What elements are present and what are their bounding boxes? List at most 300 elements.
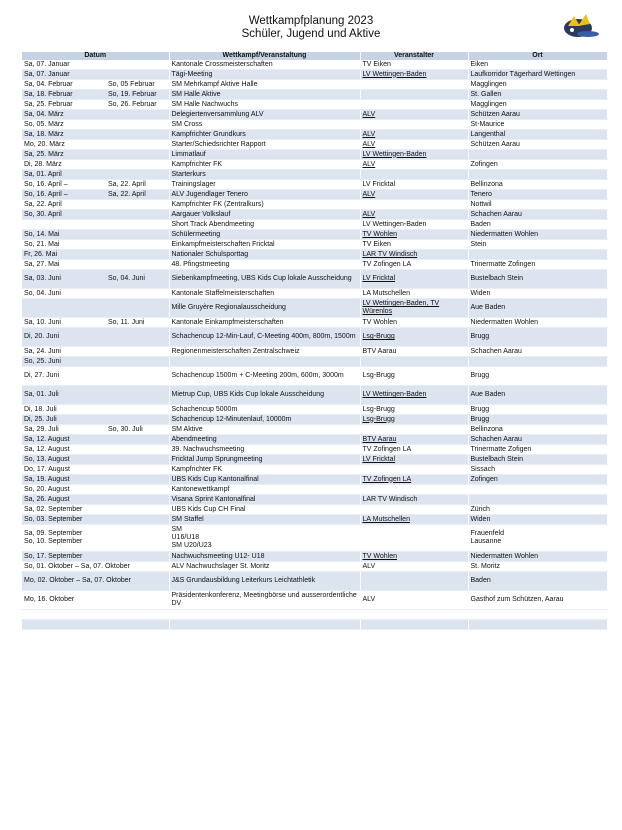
date-start: Mo, 20. März: [24, 140, 65, 148]
cell-date: [22, 250, 169, 260]
empty-cell: [360, 620, 468, 630]
cell-date: [22, 347, 169, 357]
empty-cell: [468, 610, 607, 620]
table-row: [22, 572, 607, 591]
cell-date: [22, 425, 169, 435]
cell-location: [468, 150, 607, 160]
cell-organizer: [360, 591, 468, 610]
date-start: Sa, 22. April: [24, 200, 62, 208]
cell-event: SM Cross: [169, 120, 360, 130]
cell-event: Kampfrichter FK (Zentralkurs): [169, 200, 360, 210]
cell-event: ALV Nachwuchslager St. Moritz: [169, 562, 360, 572]
cell-location: Trinermatte Zofingen: [468, 260, 607, 270]
cell-organizer: [360, 110, 468, 120]
organizer-link[interactable]: LAR TV Windisch: [362, 250, 418, 258]
organizer-text: TV Zofingen LA: [362, 260, 412, 268]
cell-location: Baden: [468, 220, 607, 230]
cell-organizer: [360, 505, 468, 515]
cell-location: Aue Baden: [468, 299, 607, 318]
cell-organizer: [360, 465, 468, 475]
date-start: Sa, 01. Juli: [24, 391, 59, 398]
cell-date: [22, 318, 169, 328]
cell-organizer: [360, 140, 468, 150]
organizer-link[interactable]: TV Wohlen: [362, 230, 397, 238]
cell-event: Limmatlauf: [169, 150, 360, 160]
date-start: Sa, 18. März: [24, 130, 64, 138]
cell-organizer: [360, 357, 468, 367]
cell-organizer: [360, 425, 468, 435]
date-start: So, 04. Juni: [24, 289, 61, 297]
date-start: Sa, 25. März: [24, 150, 64, 158]
date-start: Di, 18. Juli: [24, 405, 57, 413]
empty-cell: [169, 610, 360, 620]
organizer-text: Lsg-Brugg: [362, 372, 395, 379]
table-row: [22, 270, 607, 289]
date-start: So, 03. September: [24, 515, 83, 523]
cell-location: Zofingen: [468, 160, 607, 170]
organizer-text: ALV: [362, 562, 376, 570]
cell-date: [22, 150, 169, 160]
empty-cell: [169, 620, 360, 630]
date-start: Sa, 07. Januar: [24, 60, 70, 68]
table-row: [22, 495, 607, 505]
page-subtitle: Schüler, Jugend und Aktive: [241, 28, 381, 40]
date-start: So, 05. März: [24, 120, 64, 128]
cell-location: Niedermatten Wohlen: [468, 552, 607, 562]
table-row: [22, 357, 607, 367]
table-row: [22, 260, 607, 270]
cell-event: Short Track Abendmeeting: [169, 220, 360, 230]
cell-date: [22, 110, 169, 120]
cell-location: Widen: [468, 515, 607, 525]
organizer-link[interactable]: LV Fricktal: [362, 275, 396, 282]
date-start: Sa, 12. August: [24, 435, 70, 443]
date-end: So, 26. Februar: [108, 100, 157, 108]
table-row: [22, 200, 607, 210]
cell-location: Schachen Aarau: [468, 347, 607, 357]
table-row: [22, 299, 607, 318]
cell-location: [468, 495, 607, 505]
table-row: [22, 240, 607, 250]
cell-location: Frauenfeld Lausanne: [468, 525, 607, 552]
table-row: [22, 562, 607, 572]
cell-location: Laufkorridor Tägerhard Wettingen: [468, 70, 607, 80]
table-row: [22, 347, 607, 357]
cell-date: [22, 562, 169, 572]
cell-event: SM Staffel: [169, 515, 360, 525]
cell-event: Kampfrichter Grundkurs: [169, 130, 360, 140]
cell-date: [22, 70, 169, 80]
cell-date: [22, 180, 169, 190]
cell-event: UBS Kids Cup Kantonalfinal: [169, 475, 360, 485]
cell-location: Magglingen: [468, 80, 607, 90]
cell-location: Trinermatte Zofigen: [468, 445, 607, 455]
cell-date: [22, 435, 169, 445]
date-start: So, 16. April –: [24, 180, 68, 188]
empty-cell: [468, 620, 607, 630]
cell-event: Fricktal Jump Sprungmeeting: [169, 455, 360, 465]
cell-location: Widen: [468, 289, 607, 299]
date-start: So, 21. Mai: [24, 240, 60, 248]
table-row: [22, 415, 607, 425]
cell-organizer: [360, 289, 468, 299]
cell-organizer: [360, 90, 468, 100]
cell-location: Bellinzona: [468, 425, 607, 435]
cell-event: SM Aktive: [169, 425, 360, 435]
cell-organizer: [360, 230, 468, 240]
cell-event: Tägi-Meeting: [169, 70, 360, 80]
table-row: [22, 465, 607, 475]
table-row: [22, 80, 607, 90]
cell-organizer: [360, 60, 468, 70]
organizer-link[interactable]: ALV: [362, 140, 376, 148]
cell-organizer: [360, 515, 468, 525]
cell-date: [22, 505, 169, 515]
table-row: [22, 552, 607, 562]
cell-event: Einkampfmeisterschaften Fricktal: [169, 240, 360, 250]
cell-date: [22, 465, 169, 475]
cell-location: Langenthal: [468, 130, 607, 140]
cell-date: [22, 367, 169, 386]
table-row: [22, 289, 607, 299]
date-start: Sa, 26. August: [24, 495, 70, 503]
cell-date: [22, 220, 169, 230]
empty-row: [22, 620, 607, 630]
table-row: [22, 150, 607, 160]
organizer-link[interactable]: Lsg-Brugg: [362, 415, 395, 423]
cell-event: Kantonewettkampf: [169, 485, 360, 495]
cell-event: Mietrup Cup, UBS Kids Cup lokale Ausscheidung: [169, 386, 360, 405]
date-start: Sa, 04. März: [24, 110, 64, 118]
cell-location: St-Maurice: [468, 120, 607, 130]
table-row: [22, 405, 607, 415]
empty-cell: [22, 610, 169, 620]
cell-date: [22, 515, 169, 525]
cell-event: SM Mehrkampf Aktive Halle: [169, 80, 360, 90]
date-end: So, 04. Juni: [108, 275, 145, 282]
empty-cell: [360, 610, 468, 620]
table-row: [22, 250, 607, 260]
organizer-text: ALV: [362, 596, 376, 603]
cell-location: [468, 485, 607, 495]
cell-organizer: [360, 299, 468, 318]
organizer-link[interactable]: ALV: [362, 160, 376, 168]
cell-location: Sissach: [468, 465, 607, 475]
cell-event: [169, 357, 360, 367]
cell-organizer: [360, 405, 468, 415]
cell-organizer: [360, 240, 468, 250]
cell-event: Kampfrichter FK: [169, 465, 360, 475]
date-start: Sa, 19. August: [24, 475, 70, 483]
date-start: Sa, 27. Mai: [24, 260, 60, 268]
organizer-text: LAR TV Windisch: [362, 495, 418, 503]
cell-organizer: [360, 328, 468, 347]
cell-location: Eiken: [468, 60, 607, 70]
cell-organizer: [360, 170, 468, 180]
cell-date: [22, 552, 169, 562]
cell-organizer: [360, 130, 468, 140]
table-row: [22, 210, 607, 220]
cell-organizer: [360, 250, 468, 260]
date-start: Sa, 09. September So, 10. September: [24, 530, 83, 545]
cell-date: [22, 415, 169, 425]
cell-date: [22, 190, 169, 200]
alv-logo: [560, 12, 600, 40]
cell-organizer: [360, 180, 468, 190]
cell-organizer: [360, 160, 468, 170]
cell-location: Niedermatten Wohlen: [468, 318, 607, 328]
table-row: [22, 455, 607, 465]
table-row: [22, 505, 607, 515]
cell-organizer: [360, 435, 468, 445]
cell-date: [22, 328, 169, 347]
cell-date: [22, 270, 169, 289]
organizer-link[interactable]: Lsg-Brugg: [362, 333, 395, 340]
cell-date: [22, 200, 169, 210]
cell-location: St. Moritz: [468, 562, 607, 572]
cell-event: Aargauer Volkslauf: [169, 210, 360, 220]
date-end: So, 30. Juli: [108, 425, 143, 433]
date-start: Mo, 02. Oktober – Sa, 07. Oktober: [24, 577, 131, 584]
cell-organizer: [360, 445, 468, 455]
cell-date: [22, 120, 169, 130]
table-row: [22, 190, 607, 200]
cell-location: [468, 357, 607, 367]
date-start: Mo, 16. Oktober: [24, 596, 75, 603]
cell-date: [22, 289, 169, 299]
table-row: [22, 386, 607, 405]
organizer-link[interactable]: LV Wettingen-Baden: [362, 70, 427, 78]
cell-event: ALV Jugendlager Tenero: [169, 190, 360, 200]
date-start: So, 20. August: [24, 485, 70, 493]
cell-event: Delegiertenversammlung ALV: [169, 110, 360, 120]
organizer-link[interactable]: TV Wohlen: [362, 552, 397, 560]
cell-location: Brugg: [468, 415, 607, 425]
table-row: [22, 60, 607, 70]
cell-location: [468, 170, 607, 180]
cell-date: [22, 405, 169, 415]
cell-date: [22, 485, 169, 495]
cell-date: [22, 60, 169, 70]
date-start: So, 13. August: [24, 455, 70, 463]
date-start: So, 16. April –: [24, 190, 68, 198]
table-row: [22, 525, 607, 552]
cell-event: Schachencup 5000m: [169, 405, 360, 415]
cell-date: [22, 160, 169, 170]
cell-event: Siebenkampfmeeting, UBS Kids Cup lokale Ausscheidung: [169, 270, 360, 289]
table-row: [22, 230, 607, 240]
cell-event: Kantonale Crossmeisterschaften: [169, 60, 360, 70]
column-header-event: Wettkampf/Veranstaltung: [169, 52, 360, 60]
table-row: [22, 515, 607, 525]
column-header-date: Datum: [22, 52, 169, 60]
organizer-text: LA Mutschellen: [362, 289, 410, 297]
table-row: [22, 485, 607, 495]
cell-date: [22, 80, 169, 90]
cell-location: Baden: [468, 572, 607, 591]
cell-organizer: [360, 220, 468, 230]
cell-organizer: [360, 572, 468, 591]
date-start: Sa, 24. Juni: [24, 347, 61, 355]
date-start: So, 25. Juni: [24, 357, 61, 365]
date-start: Di, 27. Juni: [24, 372, 60, 379]
cell-event: SM Halle Nachwuchs: [169, 100, 360, 110]
table-row: [22, 318, 607, 328]
table-row: [22, 170, 607, 180]
cell-location: Schachen Aarau: [468, 435, 607, 445]
table-row: [22, 100, 607, 110]
cell-date: [22, 299, 169, 318]
organizer-link[interactable]: TV Zofingen LA: [362, 475, 412, 483]
organizer-link[interactable]: ALV: [362, 110, 376, 118]
cell-event: Mille Gruyère Regionalausscheidung: [169, 299, 360, 318]
organizer-link[interactable]: LA Mutschellen: [362, 515, 410, 523]
organizer-text: TV Eiken: [362, 60, 391, 68]
date-start: Fr, 26. Mai: [24, 250, 58, 258]
cell-event: 39. Nachwuchsmeeting: [169, 445, 360, 455]
cell-event: Regionenmeisterschaften Zentralschweiz: [169, 347, 360, 357]
organizer-link[interactable]: LV Wettingen-Baden, TV Würenlos: [362, 300, 440, 315]
cell-location: Bustelbach Stein: [468, 270, 607, 289]
cell-event: Nachwuchsmeeting U12- U18: [169, 552, 360, 562]
organizer-text: Lsg-Brugg: [362, 405, 395, 413]
table-row: [22, 70, 607, 80]
cell-event: Kampfrichter FK: [169, 160, 360, 170]
table-row: [22, 591, 607, 610]
empty-cell: [22, 620, 169, 630]
cell-date: [22, 230, 169, 240]
date-start: Sa, 03. Juni: [24, 275, 61, 282]
cell-organizer: [360, 260, 468, 270]
cell-location: St. Gallen: [468, 90, 607, 100]
organizer-text: TV Wohlen: [362, 318, 397, 326]
cell-date: [22, 475, 169, 485]
date-start: So, 14. Mai: [24, 230, 60, 238]
cell-event: Präsidentenkonferenz, Meetingbörse und ausserordentliche DV: [169, 591, 360, 610]
table-row: [22, 110, 607, 120]
cell-location: Brugg: [468, 367, 607, 386]
cell-date: [22, 386, 169, 405]
cell-location: Zürich: [468, 505, 607, 515]
cell-organizer: [360, 70, 468, 80]
cell-date: [22, 445, 169, 455]
cell-date: [22, 591, 169, 610]
cell-location: Schachen Aarau: [468, 210, 607, 220]
cell-date: [22, 140, 169, 150]
date-end: Sa, 22. April: [108, 190, 146, 198]
cell-organizer: [360, 190, 468, 200]
cell-date: [22, 495, 169, 505]
table-row: [22, 160, 607, 170]
date-end: So, 11. Juni: [108, 318, 145, 326]
cell-location: Bustelbach Stein: [468, 455, 607, 465]
column-header-location: Ort: [468, 52, 607, 60]
cell-organizer: [360, 475, 468, 485]
date-start: Sa, 10. Juni: [24, 318, 61, 326]
cell-event: Trainingslager: [169, 180, 360, 190]
date-start: Di, 28. März: [24, 160, 62, 168]
cell-organizer: [360, 80, 468, 90]
date-start: Sa, 29. Juli: [24, 425, 59, 433]
date-start: Di, 25. Juli: [24, 415, 57, 423]
organizer-link[interactable]: ALV: [362, 190, 376, 198]
cell-organizer: [360, 367, 468, 386]
cell-organizer: [360, 347, 468, 357]
cell-date: [22, 100, 169, 110]
empty-row: [22, 610, 607, 620]
organizer-link[interactable]: BTV Aarau: [362, 435, 397, 443]
cell-event: Kantonale Einkampfmeisterschaften: [169, 318, 360, 328]
cell-location: Niedermatten Wohlen: [468, 230, 607, 240]
cell-organizer: [360, 525, 468, 552]
date-start: Sa, 12. August: [24, 445, 70, 453]
cell-location: Schützen Aarau: [468, 140, 607, 150]
table-row: [22, 90, 607, 100]
organizer-text: LV Wettingen-Baden: [362, 220, 427, 228]
cell-location: Zofingen: [468, 475, 607, 485]
cell-organizer: [360, 455, 468, 465]
cell-organizer: [360, 415, 468, 425]
date-end: So, 19. Februar: [108, 90, 157, 98]
cell-organizer: [360, 200, 468, 210]
cell-date: [22, 572, 169, 591]
cell-organizer: [360, 485, 468, 495]
date-start: Sa, 02. September: [24, 505, 83, 513]
cell-date: [22, 170, 169, 180]
cell-organizer: [360, 100, 468, 110]
cell-location: Gasthof zum Schützen, Aarau: [468, 591, 607, 610]
organizer-link[interactable]: LV Fricktal: [362, 455, 396, 463]
date-start: So, 01. Oktober – Sa, 07. Oktober: [24, 562, 130, 570]
cell-event: SM Halle Aktive: [169, 90, 360, 100]
table-row: [22, 475, 607, 485]
table-row: [22, 425, 607, 435]
cell-organizer: [360, 270, 468, 289]
cell-date: [22, 455, 169, 465]
cell-date: [22, 130, 169, 140]
organizer-link[interactable]: ALV: [362, 130, 376, 138]
page-title-block: [0, 15, 622, 41]
cell-location: [468, 250, 607, 260]
table-row: [22, 445, 607, 455]
cell-event: J&S Grundausbildung Leiterkurs Leichtathletik: [169, 572, 360, 591]
cell-location: Brugg: [468, 405, 607, 415]
date-end: So, 05 Februar: [108, 80, 155, 88]
cell-organizer: [360, 552, 468, 562]
cell-organizer: [360, 386, 468, 405]
cell-event: Starterkurs: [169, 170, 360, 180]
cell-organizer: [360, 150, 468, 160]
table-body: [22, 60, 607, 630]
cell-location: Aue Baden: [468, 386, 607, 405]
cell-event: SM U16/U18 SM U20/U23: [169, 525, 360, 552]
cell-event: Schachencup 1500m + C-Meeting 200m, 600m, 3000m: [169, 367, 360, 386]
cell-organizer: [360, 210, 468, 220]
organizer-link[interactable]: LV Wettingen-Baden: [362, 391, 427, 398]
organizer-link[interactable]: ALV: [362, 210, 376, 218]
date-start: Sa, 07. Januar: [24, 70, 70, 78]
table-row: [22, 220, 607, 230]
schedule-table: [22, 52, 608, 630]
cell-event: Kantonale Staffelmeisterschaften: [169, 289, 360, 299]
cell-event: Schachencup 12-Min-Lauf, C-Meeting 400m, 800m, 1500m: [169, 328, 360, 347]
table-row: [22, 328, 607, 347]
cell-event: Schülermeeting: [169, 230, 360, 240]
cell-date: [22, 240, 169, 250]
organizer-text: BTV Aarau: [362, 347, 397, 355]
organizer-link[interactable]: LV Wettingen-Baden: [362, 150, 427, 158]
table-header-row: [22, 52, 607, 60]
